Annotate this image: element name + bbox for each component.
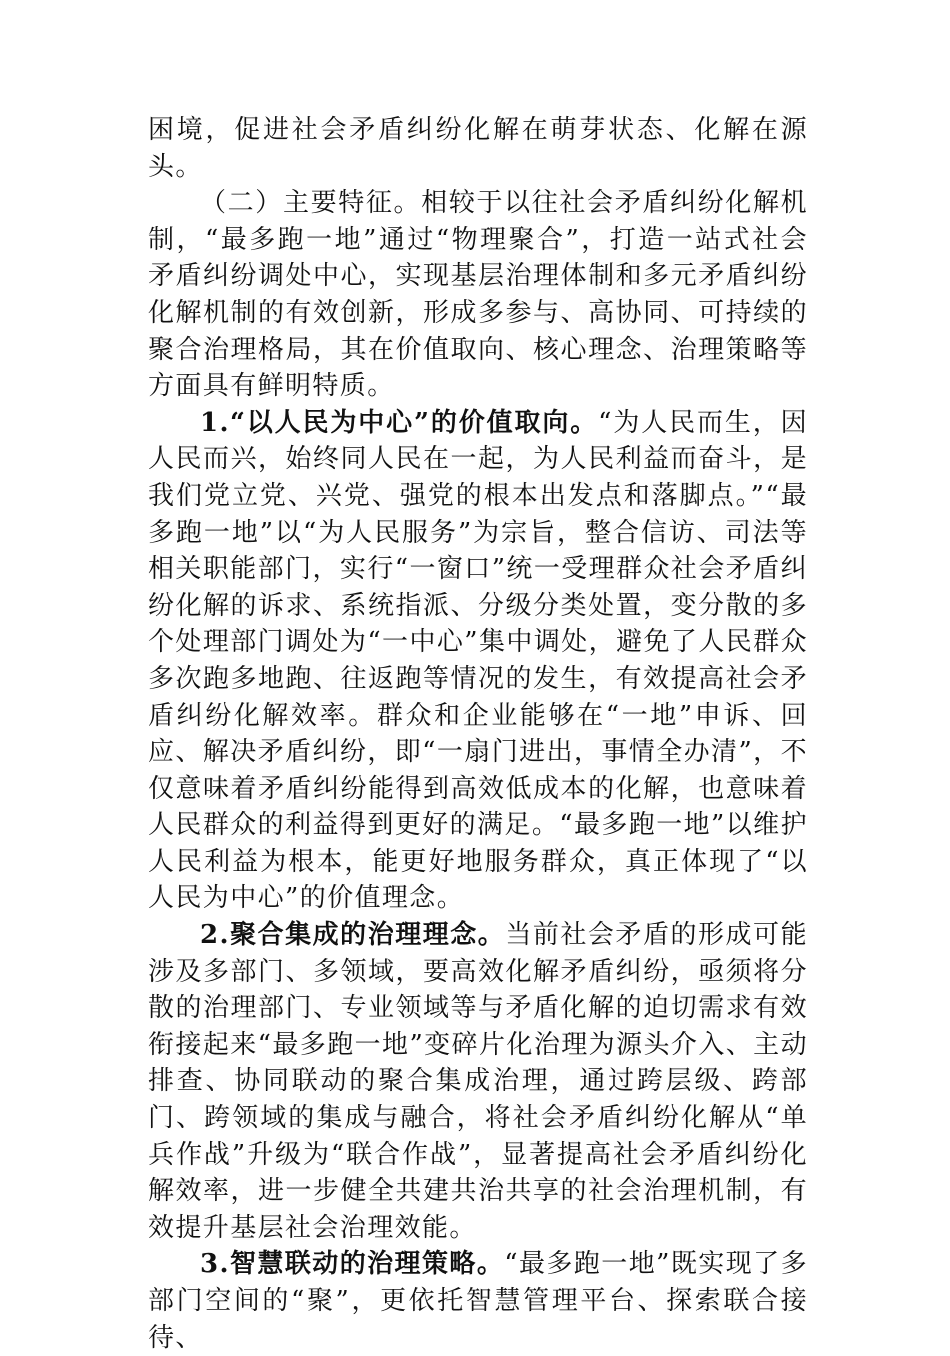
feature-2-text: 当前社会矛盾的形成可能涉及多部门、多领域，要高效化解矛盾纠纷，亟须将分散的治理部门、专业领域等与矛盾化解的迫切需求有效衔接起来“最多跑一地”变碎片化治理为源头介入、主动排查、协同联动的聚合集成治理，通过跨层级、跨部门、跨领域的集成与融合，将社会矛盾纠纷化解从“单兵作战”升级为“联合作战”，显著提高社会矛盾纠纷化解效率，进一步健全共建共治共享的社会治理机制，有效提升基层社会治理效能。: [148, 920, 808, 1243]
paragraph-1-text: 困境，促进社会矛盾纠纷化解在萌芽状态、化解在源头。: [148, 115, 808, 182]
feature-2-heading: 2.聚合集成的治理理念。: [200, 920, 506, 951]
paragraph-feature-2: [148, 917, 808, 1246]
feature-1-heading: 1.“以人民为中心”的价值取向。: [200, 407, 599, 438]
paragraph-section-2: [148, 185, 808, 405]
paragraph-feature-3: [148, 1246, 808, 1356]
paragraph-section-2-text: （二）主要特征。相较于以往社会矛盾纠纷化解机制，“最多跑一地”通过“物理聚合”，打造一站式社会矛盾纠纷调处中心，实现基层治理体制和多元矛盾纠纷化解机制的有效创新，形成多参与、高协同、可持续的聚合治理格局，其在价值取向、核心理念、治理策略等方面具有鲜明特质。: [148, 188, 808, 402]
document-body: [148, 112, 808, 1356]
feature-1-text: “为人民而生，因人民而兴，始终同人民在一起，为人民利益而奋斗，是我们党立党、兴党、强党的根本出发点和落脚点。”“最多跑一地”以“为人民服务”为宗旨，整合信访、司法等相关职能部门，实行“一窗口”统一受理群众社会矛盾纠纷化解的诉求、系统指派、分级分类处置，变分散的多个处理部门调处为“一中心”集中调处，避免了人民群众多次跑多地跑、往返跑等情况的发生，有效提高社会矛盾纠纷化解效率。群众和企业能够在“一地”申诉、回应、解决矛盾纠纷，即“一扇门进出，事情全办清”，不仅意味着矛盾纠纷能得到高效低成本的化解，也意味着人民群众的利益得到更好的满足。“最多跑一地”以维护人民利益为根本，能更好地服务群众，真正体现了“以人民为中心”的价值理念。: [148, 407, 808, 914]
paragraph-1: [148, 112, 808, 185]
paragraph-feature-1: [148, 405, 808, 917]
feature-3-heading: 3.智慧联动的治理策略。: [200, 1249, 505, 1280]
feature-3-text: “最多跑一地”既实现了多部门空间的“聚”，更依托智慧管理平台、探索联合接待、: [148, 1249, 808, 1353]
